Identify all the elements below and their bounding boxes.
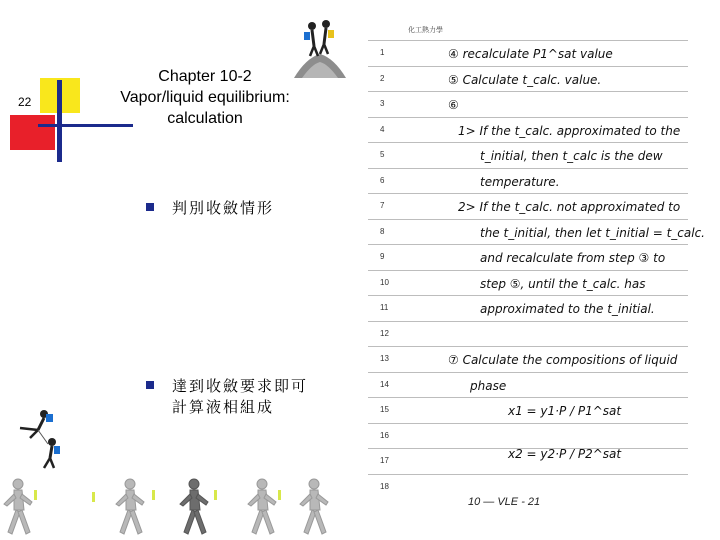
climber-summit-icon [292,18,348,80]
handwritten-line: and recalculate from step ③ to [480,251,666,265]
handwritten-line: step ⑤, until the t_calc. has [480,277,646,291]
line-number: 14 [380,380,389,389]
handwritten-line: 2> If the t_calc. not approximated to [458,200,681,214]
bullet-liquid-composition [172,376,308,418]
running-figures-decoration [0,476,340,538]
handwritten-line: ⑦ Calculate the compositions of liquid [448,353,678,367]
climbers-rope-icon [10,408,70,470]
line-number: 5 [380,150,385,159]
handwritten-line: 1> If the t_calc. approximated to the [458,124,681,138]
line-number: 4 [380,125,385,134]
title-line-1: Chapter 10-2 [158,68,252,85]
bullet-convergence-check [172,198,274,219]
slide-number: 22 [18,95,32,109]
decor-vertical-bar [57,80,62,162]
bullet-line-1: 達到收斂要求即可 [172,377,309,395]
handwritten-line: ⑤ Calculate t_calc. value. [448,73,602,87]
handwritten-line: t_initial, then t_calc is the dew [480,149,663,163]
handwritten-equation: x1 = y1·P / P1^sat [508,404,622,418]
handwritten-line: ⑥ [448,98,459,112]
handwritten-line: phase [470,379,507,393]
line-number: 17 [380,456,389,465]
line-number: 13 [380,354,389,363]
line-number: 1 [380,48,385,57]
handwritten-notebook-page [368,20,720,540]
notebook-footer: 10 — VLE - 21 [468,496,541,508]
bullet-square-icon [146,381,154,389]
handwritten-line: ④ recalculate P1^sat value [448,47,613,61]
handwritten-line: approximated to the t_initial. [480,302,655,316]
line-number: 7 [380,201,385,210]
line-number: 2 [380,74,385,83]
notebook-header: 化工熱力學 [408,27,443,34]
bullet-line-2: 計算液相組成 [172,398,275,416]
line-number: 16 [380,431,389,440]
line-number: 9 [380,252,385,261]
line-number: 3 [380,99,385,108]
line-number: 12 [380,329,389,338]
decor-red-block [10,115,55,150]
line-number: 18 [380,482,389,491]
bullet-text: 判別收斂情形 [172,199,275,217]
handwritten-line: temperature. [480,175,560,189]
title-line-3: calculation [167,110,243,127]
bullet-square-icon [146,203,154,211]
slide-title [90,66,320,129]
handwritten-equation: x2 = y2·P / P2^sat [508,447,622,461]
handwritten-line: the t_initial, then let t_initial = t_calc. [480,226,705,240]
line-number: 10 [380,278,389,287]
line-number: 11 [380,303,389,312]
line-number: 15 [380,405,389,414]
line-number: 6 [380,176,385,185]
title-line-2: Vapor/liquid equilibrium: [120,89,290,106]
line-number: 8 [380,227,385,236]
